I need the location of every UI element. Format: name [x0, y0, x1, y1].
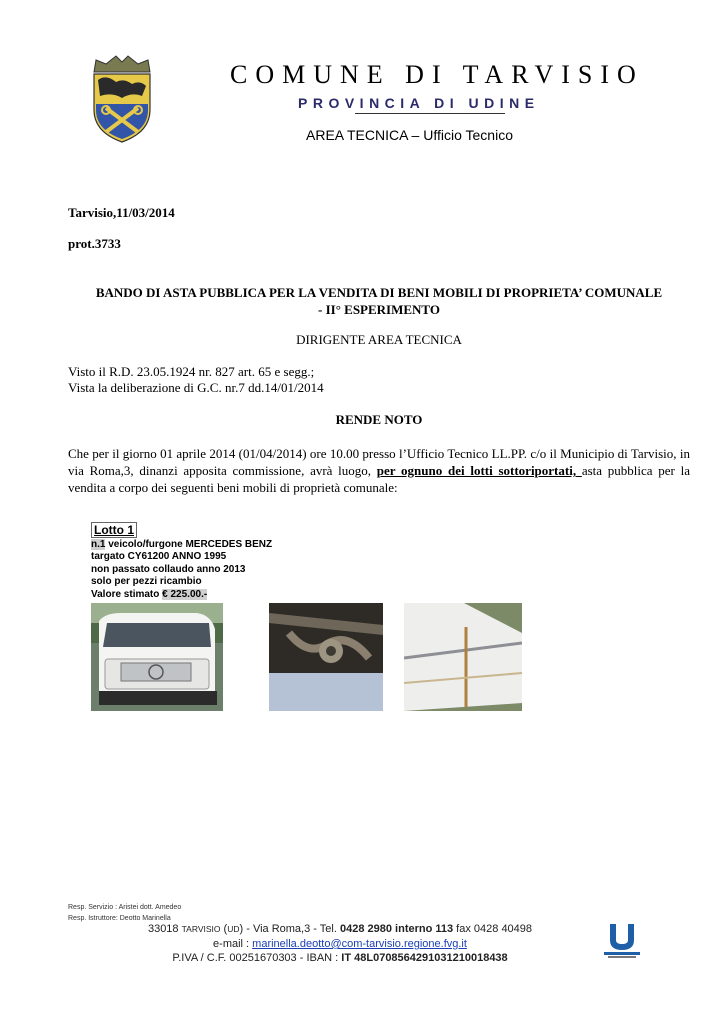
iban: IT 48L0708564291031210018438 [341, 952, 508, 964]
phone-number: 0428 2980 interno 113 [339, 923, 454, 935]
paren-open: ( [220, 923, 228, 935]
footer-tax-info [60, 952, 620, 964]
department-label: AREA TECNICA – Ufficio Tecnico [306, 127, 513, 143]
postcode: 33018 [147, 923, 182, 935]
document-date: Tarvisio,11/03/2014 [68, 205, 175, 220]
email-link[interactable]: marinella.deotto@com-tarvisio.regione.fvg.it [252, 938, 467, 950]
street-and-phone-label: ) - Via Roma,3 - Tel. [239, 923, 340, 935]
rende-noto-heading: RENDE NOTO [335, 412, 423, 427]
email-label: e-mail : [213, 938, 253, 950]
notice-heading-line1: BANDO DI ASTA PUBBLICA PER LA VENDITA DI BENI MOBILI DI PROPRIETA’ COMUNALE [95, 285, 663, 300]
page-title: COMUNE DI TARVISIO [230, 60, 644, 89]
lot-description [91, 522, 272, 601]
notice-heading-line2: - II° ESPERIMENTO [318, 302, 440, 317]
undercarriage-photo [269, 603, 383, 711]
dirigente-label: DIRIGENTE AREA TECNICA [296, 332, 462, 347]
footer-address [60, 923, 620, 935]
protocol-number: prot.3733 [68, 236, 121, 251]
coat-of-arms-logo [76, 52, 168, 160]
province-code: UD [227, 924, 240, 934]
lot-quantity: n.1 [91, 538, 106, 550]
lot-line-3: non passato collaudo anno 2013 [91, 563, 246, 575]
paragraph-text-b: asta pubblica per la vendita a corpo dei seguenti beni mobili di proprietà comunale: [68, 463, 690, 495]
lot-line-4: solo per pezzi ricambio [91, 576, 202, 587]
subtitle-rule [355, 113, 505, 114]
tax-id-label: P.IVA / C.F. 00251670303 - IBAN : [172, 952, 342, 964]
footer-email [60, 938, 620, 950]
lot-value: € 225.00.- [162, 588, 208, 600]
lot-title: Lotto 1 [91, 522, 137, 538]
notice-heading [68, 284, 690, 318]
paragraph-emphasis: per ognuno dei lotti sottoriportati, [376, 463, 582, 478]
responsible-officer: Resp. Istruttore: Deotto Marinella [68, 915, 171, 922]
lot-value-label: Valore stimato [91, 588, 163, 600]
responsible-service: Resp. Servizio : Aristei dott. Amedeo [68, 904, 182, 911]
lot-line-2: targato CY61200 ANNO 1995 [91, 551, 227, 562]
legal-reference-1: Visto il R.D. 23.05.1924 nr. 827 art. 65 e segg.; [68, 364, 315, 379]
van-side-photo [404, 603, 522, 711]
tarvisio-logo [600, 920, 644, 960]
van-front-photo [91, 603, 223, 711]
lot-line-1: veicolo/furgone MERCEDES BENZ [105, 538, 273, 550]
fax-number: fax 0428 40498 [453, 923, 533, 935]
province-subtitle: PROVINCIA DI UDINE [298, 95, 540, 111]
crest-shield [94, 56, 150, 142]
announcement-paragraph [68, 445, 690, 496]
town: TARVISIO [181, 924, 221, 934]
paragraph-text-a: Che per il giorno 01 aprile 2014 (01/04/2014) ore 10.00 presso l’Ufficio Tecnico LL.PP. c/o il Municipio di Tarvisio, in via Roma,3, dinanzi apposita commissione, avrà luogo, [68, 446, 690, 478]
legal-reference-2: Vista la deliberazione di G.C. nr.7 dd.14/01/2014 [68, 380, 324, 395]
